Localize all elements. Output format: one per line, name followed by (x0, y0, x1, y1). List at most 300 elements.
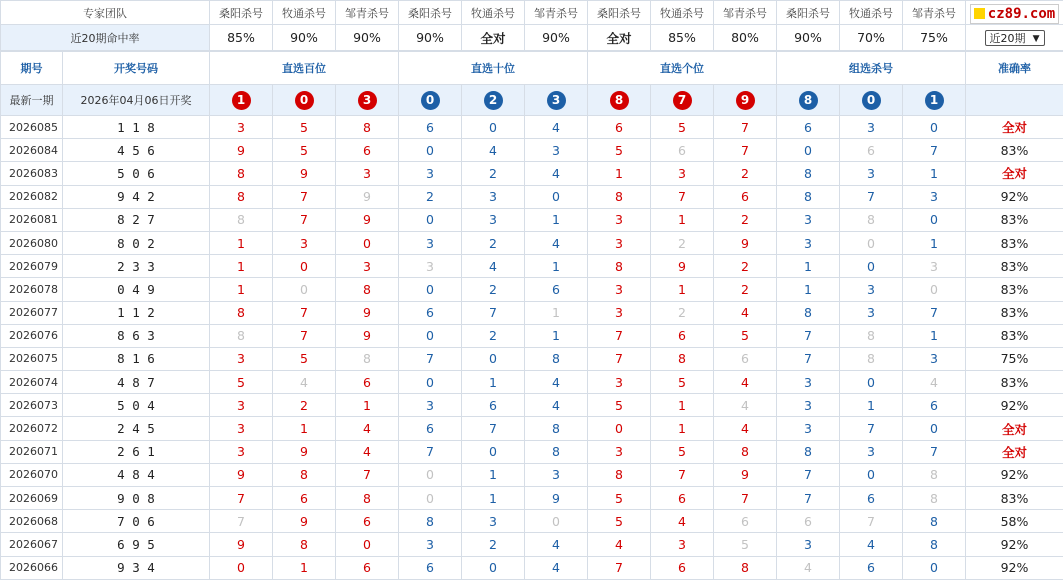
kill-number: 2 (714, 208, 777, 231)
issue-number: 2026079 (1, 255, 63, 278)
kill-number: 7 (714, 116, 777, 139)
kill-number: 8 (588, 255, 651, 278)
kill-number: 4 (777, 556, 840, 579)
draw-numbers: 2 4 5 (63, 417, 210, 440)
table-row (1, 162, 1063, 185)
kill-number: 4 (525, 371, 588, 394)
kill-number: 3 (840, 301, 903, 324)
kill-number: 0 (336, 231, 399, 254)
logo-square-icon (974, 8, 985, 19)
kill-number: 6 (273, 487, 336, 510)
kill-number: 3 (399, 255, 462, 278)
kill-number: 9 (336, 301, 399, 324)
table-row (1, 324, 1063, 347)
kill-number: 0 (399, 371, 462, 394)
draw-numbers: 8 1 6 (63, 347, 210, 370)
kill-number: 3 (210, 347, 273, 370)
latest-ball-cell (588, 85, 651, 116)
kill-number: 1 (903, 324, 966, 347)
kill-number: 0 (525, 510, 588, 533)
issue-number: 2026073 (1, 394, 63, 417)
kill-number: 3 (525, 463, 588, 486)
kill-number: 9 (273, 440, 336, 463)
kill-number: 2 (714, 255, 777, 278)
issue-number: 2026077 (1, 301, 63, 324)
kill-number: 3 (777, 231, 840, 254)
issue-number: 2026071 (1, 440, 63, 463)
table-row (1, 255, 1063, 278)
expert-hit-rate: 90% (336, 25, 399, 51)
kill-number: 4 (273, 371, 336, 394)
accuracy-rate: 全对 (966, 116, 1063, 139)
table-row (1, 208, 1063, 231)
kill-number: 0 (336, 533, 399, 556)
number-ball: 7 (673, 91, 692, 110)
draw-numbers: 8 2 7 (63, 208, 210, 231)
kill-number: 9 (651, 255, 714, 278)
kill-number: 8 (651, 347, 714, 370)
kill-number: 3 (588, 231, 651, 254)
draw-numbers: 4 8 7 (63, 371, 210, 394)
kill-number: 2 (462, 231, 525, 254)
kill-number: 1 (651, 278, 714, 301)
kill-number: 9 (210, 463, 273, 486)
kill-number: 7 (399, 347, 462, 370)
table-row (1, 394, 1063, 417)
table-row (1, 139, 1063, 162)
accuracy-rate: 83% (966, 255, 1063, 278)
kill-number: 0 (462, 556, 525, 579)
kill-number: 1 (651, 417, 714, 440)
kill-number: 0 (273, 278, 336, 301)
kill-number: 0 (210, 556, 273, 579)
kill-number: 8 (273, 533, 336, 556)
kill-number: 3 (777, 208, 840, 231)
draw-numbers: 9 0 8 (63, 487, 210, 510)
kill-number: 1 (462, 371, 525, 394)
kill-number: 6 (840, 139, 903, 162)
kill-number: 0 (399, 208, 462, 231)
draw-numbers: 2 6 1 (63, 440, 210, 463)
kill-number: 5 (714, 324, 777, 347)
kill-number: 7 (399, 440, 462, 463)
issue-number: 2026084 (1, 139, 63, 162)
kill-number: 4 (525, 394, 588, 417)
kill-number: 4 (525, 231, 588, 254)
kill-number: 3 (777, 394, 840, 417)
latest-ball-cell (336, 85, 399, 116)
kill-number: 7 (273, 301, 336, 324)
kill-number: 3 (588, 440, 651, 463)
latest-ball-cell (210, 85, 273, 116)
issue-number: 2026080 (1, 231, 63, 254)
kill-number: 4 (714, 371, 777, 394)
accuracy-rate: 75% (966, 347, 1063, 370)
kill-number: 9 (273, 162, 336, 185)
kill-number: 4 (525, 116, 588, 139)
draw-numbers: 5 0 6 (63, 162, 210, 185)
kill-number: 5 (588, 487, 651, 510)
kill-number: 5 (273, 116, 336, 139)
expert-hit-rate: 90% (399, 25, 462, 51)
kill-number: 8 (336, 116, 399, 139)
kill-number: 8 (399, 510, 462, 533)
kill-number: 8 (336, 278, 399, 301)
kill-number: 7 (273, 208, 336, 231)
accuracy-rate: 92% (966, 463, 1063, 486)
table-row (1, 417, 1063, 440)
table-row (1, 116, 1063, 139)
accuracy-rate: 92% (966, 533, 1063, 556)
issue-number: 2026067 (1, 533, 63, 556)
kill-number: 1 (588, 162, 651, 185)
draw-numbers: 5 0 4 (63, 394, 210, 417)
kill-number: 5 (651, 116, 714, 139)
logo-text: cz89.com (987, 5, 1056, 22)
expert-name: 邹青杀号 (903, 1, 966, 25)
expert-hit-rate: 全对 (462, 25, 525, 51)
kill-number: 8 (210, 301, 273, 324)
kill-number: 9 (210, 533, 273, 556)
kill-number: 9 (714, 463, 777, 486)
kill-number: 0 (399, 324, 462, 347)
kill-number: 8 (525, 417, 588, 440)
latest-ball-cell (273, 85, 336, 116)
kill-number: 2 (273, 394, 336, 417)
table-row (1, 301, 1063, 324)
kill-number: 7 (588, 324, 651, 347)
draw-numbers: 0 4 9 (63, 278, 210, 301)
kill-number: 8 (525, 440, 588, 463)
kill-number: 3 (336, 255, 399, 278)
kill-number: 3 (210, 116, 273, 139)
kill-number: 3 (903, 255, 966, 278)
kill-number: 7 (840, 417, 903, 440)
table-row (1, 278, 1063, 301)
kill-number: 7 (210, 510, 273, 533)
kill-number: 2 (462, 162, 525, 185)
kill-number: 8 (840, 208, 903, 231)
site-logo[interactable] (970, 4, 1059, 24)
latest-ball-cell (651, 85, 714, 116)
latest-ball-cell (462, 85, 525, 116)
expert-name: 桑阳杀号 (588, 1, 651, 25)
expert-hit-rate: 85% (210, 25, 273, 51)
kill-number: 1 (840, 394, 903, 417)
accuracy-rate: 83% (966, 208, 1063, 231)
kill-number: 3 (210, 417, 273, 440)
accuracy-rate: 83% (966, 371, 1063, 394)
kill-number: 8 (336, 487, 399, 510)
kill-number: 4 (336, 440, 399, 463)
kill-number: 1 (903, 162, 966, 185)
kill-number: 6 (651, 556, 714, 579)
expert-hit-rate: 90% (273, 25, 336, 51)
issue-number: 2026074 (1, 371, 63, 394)
expert-hit-rate: 70% (840, 25, 903, 51)
draw-numbers: 1 1 2 (63, 301, 210, 324)
accuracy-rate: 58% (966, 510, 1063, 533)
kill-number: 0 (462, 116, 525, 139)
kill-number: 7 (462, 417, 525, 440)
table-row (1, 440, 1063, 463)
latest-ball-cell (777, 85, 840, 116)
number-ball: 0 (295, 91, 314, 110)
kill-number: 0 (840, 255, 903, 278)
latest-ball-cell (714, 85, 777, 116)
kill-number: 1 (903, 231, 966, 254)
number-ball: 8 (610, 91, 629, 110)
kill-number: 3 (840, 162, 903, 185)
kill-number: 5 (273, 347, 336, 370)
draw-numbers: 6 9 5 (63, 533, 210, 556)
issue-number: 2026076 (1, 324, 63, 347)
expert-name: 桑阳杀号 (210, 1, 273, 25)
latest-ball-cell (525, 85, 588, 116)
table-row (1, 487, 1063, 510)
period-select[interactable] (985, 30, 1045, 46)
kill-number: 3 (525, 139, 588, 162)
kill-number: 1 (462, 463, 525, 486)
kill-number: 6 (336, 139, 399, 162)
kill-number: 6 (651, 324, 714, 347)
hit-rate-label: 近20期命中率 (1, 25, 210, 51)
kill-number: 1 (525, 208, 588, 231)
accuracy-rate: 92% (966, 556, 1063, 579)
accuracy-rate: 83% (966, 278, 1063, 301)
accuracy-rate: 92% (966, 185, 1063, 208)
kill-number: 9 (714, 231, 777, 254)
table-row (1, 185, 1063, 208)
kill-number: 2 (462, 324, 525, 347)
kill-number: 8 (336, 347, 399, 370)
kill-number: 6 (714, 510, 777, 533)
kill-number: 4 (462, 139, 525, 162)
kill-number: 6 (336, 556, 399, 579)
expert-hit-rate: 80% (714, 25, 777, 51)
issue-number: 2026082 (1, 185, 63, 208)
kill-number: 5 (714, 533, 777, 556)
draw-numbers: 2 3 3 (63, 255, 210, 278)
kill-number: 3 (273, 231, 336, 254)
kill-number: 2 (651, 231, 714, 254)
table-row (1, 231, 1063, 254)
kill-number: 6 (399, 417, 462, 440)
kill-number: 3 (399, 533, 462, 556)
kill-number: 3 (399, 394, 462, 417)
table-row (1, 463, 1063, 486)
kill-number: 6 (336, 371, 399, 394)
issue-number: 2026085 (1, 116, 63, 139)
kill-number: 4 (462, 255, 525, 278)
kill-number: 3 (588, 208, 651, 231)
kill-number: 4 (336, 417, 399, 440)
number-ball: 9 (736, 91, 755, 110)
kill-number: 0 (903, 417, 966, 440)
kill-number: 0 (399, 278, 462, 301)
period-select-value: 近20期 (989, 31, 1026, 45)
kill-number: 3 (903, 347, 966, 370)
number-ball: 0 (421, 91, 440, 110)
kill-number: 0 (462, 440, 525, 463)
kill-number: 0 (903, 556, 966, 579)
draw-numbers: 4 8 4 (63, 463, 210, 486)
kill-number: 1 (777, 278, 840, 301)
kill-number: 6 (714, 347, 777, 370)
kill-number: 9 (210, 139, 273, 162)
kill-number: 8 (714, 556, 777, 579)
kill-number: 0 (399, 139, 462, 162)
kill-number: 6 (588, 116, 651, 139)
column-header-group: 组选杀号 (777, 52, 966, 85)
expert-name: 桑阳杀号 (777, 1, 840, 25)
kill-number: 4 (714, 301, 777, 324)
kill-number: 7 (903, 301, 966, 324)
kill-number: 5 (651, 440, 714, 463)
kill-number: 9 (525, 487, 588, 510)
kill-number: 6 (336, 510, 399, 533)
kill-number: 8 (777, 301, 840, 324)
kill-number: 1 (525, 301, 588, 324)
number-ball: 0 (862, 91, 881, 110)
expert-hit-rate: 75% (903, 25, 966, 51)
issue-number: 2026083 (1, 162, 63, 185)
expert-name: 牧通杀号 (840, 1, 903, 25)
table-row (1, 347, 1063, 370)
kill-number: 9 (336, 324, 399, 347)
kill-number: 8 (588, 463, 651, 486)
kill-number: 1 (777, 255, 840, 278)
kill-number: 1 (462, 487, 525, 510)
kill-number: 3 (210, 394, 273, 417)
expert-summary-table (0, 0, 1063, 51)
kill-number: 8 (273, 463, 336, 486)
number-ball: 2 (484, 91, 503, 110)
kill-number: 8 (588, 185, 651, 208)
expert-name: 桑阳杀号 (399, 1, 462, 25)
kill-number-table (0, 51, 1063, 580)
column-header-issue: 期号 (1, 52, 63, 85)
kill-number: 2 (714, 278, 777, 301)
kill-number: 3 (651, 162, 714, 185)
kill-number: 7 (651, 463, 714, 486)
accuracy-rate: 83% (966, 231, 1063, 254)
kill-number: 4 (714, 394, 777, 417)
kill-number: 6 (399, 301, 462, 324)
accuracy-rate: 83% (966, 324, 1063, 347)
kill-number: 3 (777, 417, 840, 440)
latest-ball-cell (399, 85, 462, 116)
kill-number: 8 (210, 324, 273, 347)
issue-number: 2026069 (1, 487, 63, 510)
kill-number: 7 (210, 487, 273, 510)
issue-number: 2026070 (1, 463, 63, 486)
kill-number: 7 (903, 440, 966, 463)
issue-number: 2026066 (1, 556, 63, 579)
kill-number: 4 (840, 533, 903, 556)
kill-number: 6 (840, 556, 903, 579)
kill-number: 6 (840, 487, 903, 510)
column-header-hundreds: 直选百位 (210, 52, 399, 85)
kill-number: 0 (462, 347, 525, 370)
kill-number: 3 (399, 162, 462, 185)
kill-number: 4 (903, 371, 966, 394)
chevron-down-icon: ▼ (1032, 33, 1040, 44)
table-row (1, 510, 1063, 533)
kill-number: 0 (840, 371, 903, 394)
kill-number: 3 (462, 185, 525, 208)
kill-number: 3 (777, 533, 840, 556)
kill-number: 3 (336, 162, 399, 185)
kill-number: 1 (273, 556, 336, 579)
kill-number: 7 (714, 487, 777, 510)
accuracy-rate: 83% (966, 301, 1063, 324)
column-header-tens: 直选十位 (399, 52, 588, 85)
kill-number: 2 (714, 162, 777, 185)
expert-name: 牧通杀号 (462, 1, 525, 25)
kill-number: 8 (777, 440, 840, 463)
latest-issue-label: 最新一期 (1, 85, 63, 116)
draw-numbers: 8 6 3 (63, 324, 210, 347)
kill-number: 6 (903, 394, 966, 417)
kill-number: 2 (399, 185, 462, 208)
draw-numbers: 4 5 6 (63, 139, 210, 162)
kill-number: 4 (714, 417, 777, 440)
kill-number: 5 (588, 394, 651, 417)
kill-number: 8 (840, 324, 903, 347)
kill-number: 5 (273, 139, 336, 162)
kill-number: 1 (651, 394, 714, 417)
kill-number: 6 (399, 556, 462, 579)
draw-numbers: 9 4 2 (63, 185, 210, 208)
kill-number: 0 (903, 116, 966, 139)
kill-number: 3 (651, 533, 714, 556)
kill-number: 7 (777, 347, 840, 370)
kill-number: 1 (210, 255, 273, 278)
kill-number: 3 (399, 231, 462, 254)
kill-number: 3 (777, 371, 840, 394)
kill-number: 8 (903, 510, 966, 533)
kill-number: 7 (777, 324, 840, 347)
kill-number: 4 (588, 533, 651, 556)
kill-number: 4 (651, 510, 714, 533)
kill-number: 0 (273, 255, 336, 278)
kill-number: 3 (588, 371, 651, 394)
issue-number: 2026081 (1, 208, 63, 231)
issue-number: 2026078 (1, 278, 63, 301)
kill-number: 2 (462, 533, 525, 556)
table-row (1, 371, 1063, 394)
kill-number: 0 (399, 463, 462, 486)
kill-number: 1 (651, 208, 714, 231)
expert-hit-rate: 85% (651, 25, 714, 51)
kill-number: 0 (777, 139, 840, 162)
kill-number: 8 (840, 347, 903, 370)
expert-name: 邹青杀号 (336, 1, 399, 25)
kill-number: 3 (588, 301, 651, 324)
kill-number: 7 (273, 185, 336, 208)
kill-number: 8 (903, 487, 966, 510)
expert-hit-rate: 90% (525, 25, 588, 51)
column-header-draw: 开奖号码 (63, 52, 210, 85)
accuracy-rate: 83% (966, 139, 1063, 162)
kill-number: 8 (525, 347, 588, 370)
draw-numbers: 8 0 2 (63, 231, 210, 254)
kill-number: 0 (840, 463, 903, 486)
kill-number: 7 (903, 139, 966, 162)
kill-number: 8 (210, 208, 273, 231)
kill-number: 0 (588, 417, 651, 440)
